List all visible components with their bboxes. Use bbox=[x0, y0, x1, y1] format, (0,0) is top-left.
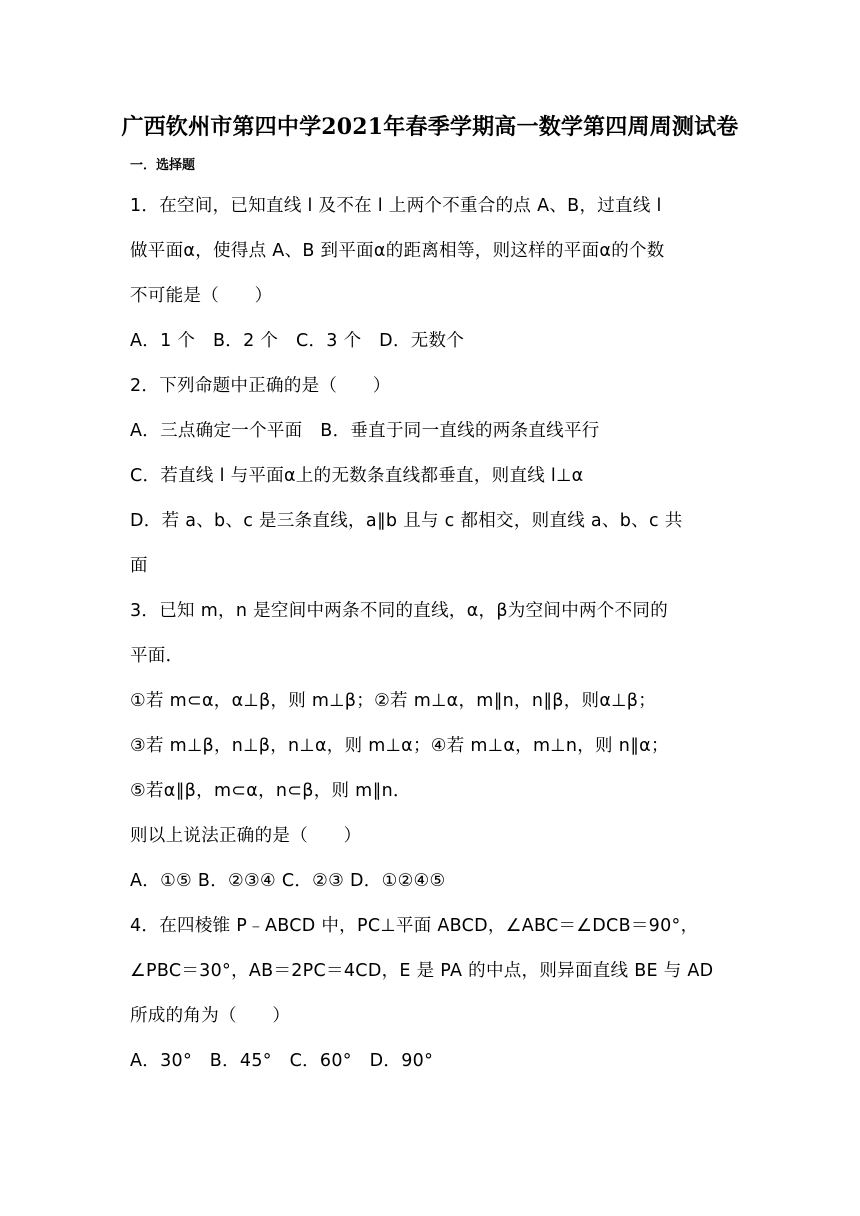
option-line: D．若 a、b、c 是三条直线，a∥b 且与 c 都相交，则直线 a、b、c 共 bbox=[130, 511, 683, 531]
option-line: A．30° B．45° C．60° D．90° bbox=[130, 1051, 434, 1071]
section-heading: 一．选择题 bbox=[130, 158, 196, 173]
page-title: 广西钦州市第四中学2021年春季学期高一数学第四周周测试卷 bbox=[121, 114, 739, 140]
option-line: A．三点确定一个平面 B．垂直于同一直线的两条直线平行 bbox=[130, 421, 600, 441]
option-line: A．1 个 B．2 个 C．3 个 D．无数个 bbox=[130, 331, 465, 351]
text-line: 所成的角为（ ） bbox=[130, 1006, 291, 1026]
text-line: ③若 m⊥β，n⊥β，n⊥α，则 m⊥α；④若 m⊥α，m⊥n，则 n∥α； bbox=[130, 736, 669, 756]
text-line: 4．在四棱锥 P﹣ABCD 中，PC⊥平面 ABCD，∠ABC＝∠DCB＝90°， bbox=[130, 916, 699, 936]
text-line: 则以上说法正确的是（ ） bbox=[130, 826, 362, 846]
text-line: 2．下列命题中正确的是（ ） bbox=[130, 376, 391, 396]
text-line: ①若 m⊂α，α⊥β，则 m⊥β；②若 m⊥α，m∥n，n∥β，则α⊥β； bbox=[130, 691, 656, 711]
text-line: 不可能是（ ） bbox=[130, 286, 273, 306]
text-line: 平面． bbox=[130, 646, 184, 666]
text-line: 做平面α，使得点 A、B 到平面α的距离相等，则这样的平面α的个数 bbox=[130, 241, 665, 261]
text-line: 3．已知 m，n 是空间中两条不同的直线，α，β为空间中两个不同的 bbox=[130, 601, 668, 621]
text-line: ∠PBC＝30°，AB＝2PC＝4CD，E 是 PA 的中点，则异面直线 BE 与 AD bbox=[130, 961, 714, 981]
option-line: C．若直线 l 与平面α上的无数条直线都垂直，则直线 l⊥α bbox=[130, 466, 584, 486]
option-line: A．①⑤ B．②③④ C．②③ D．①②④⑤ bbox=[130, 871, 446, 891]
text-line: 1．在空间，已知直线 l 及不在 l 上两个不重合的点 A、B，过直线 l bbox=[130, 196, 662, 216]
text-line: ⑤若α∥β，m⊂α，n⊂β，则 m∥n． bbox=[130, 781, 411, 801]
text-line: 面 bbox=[130, 556, 148, 576]
